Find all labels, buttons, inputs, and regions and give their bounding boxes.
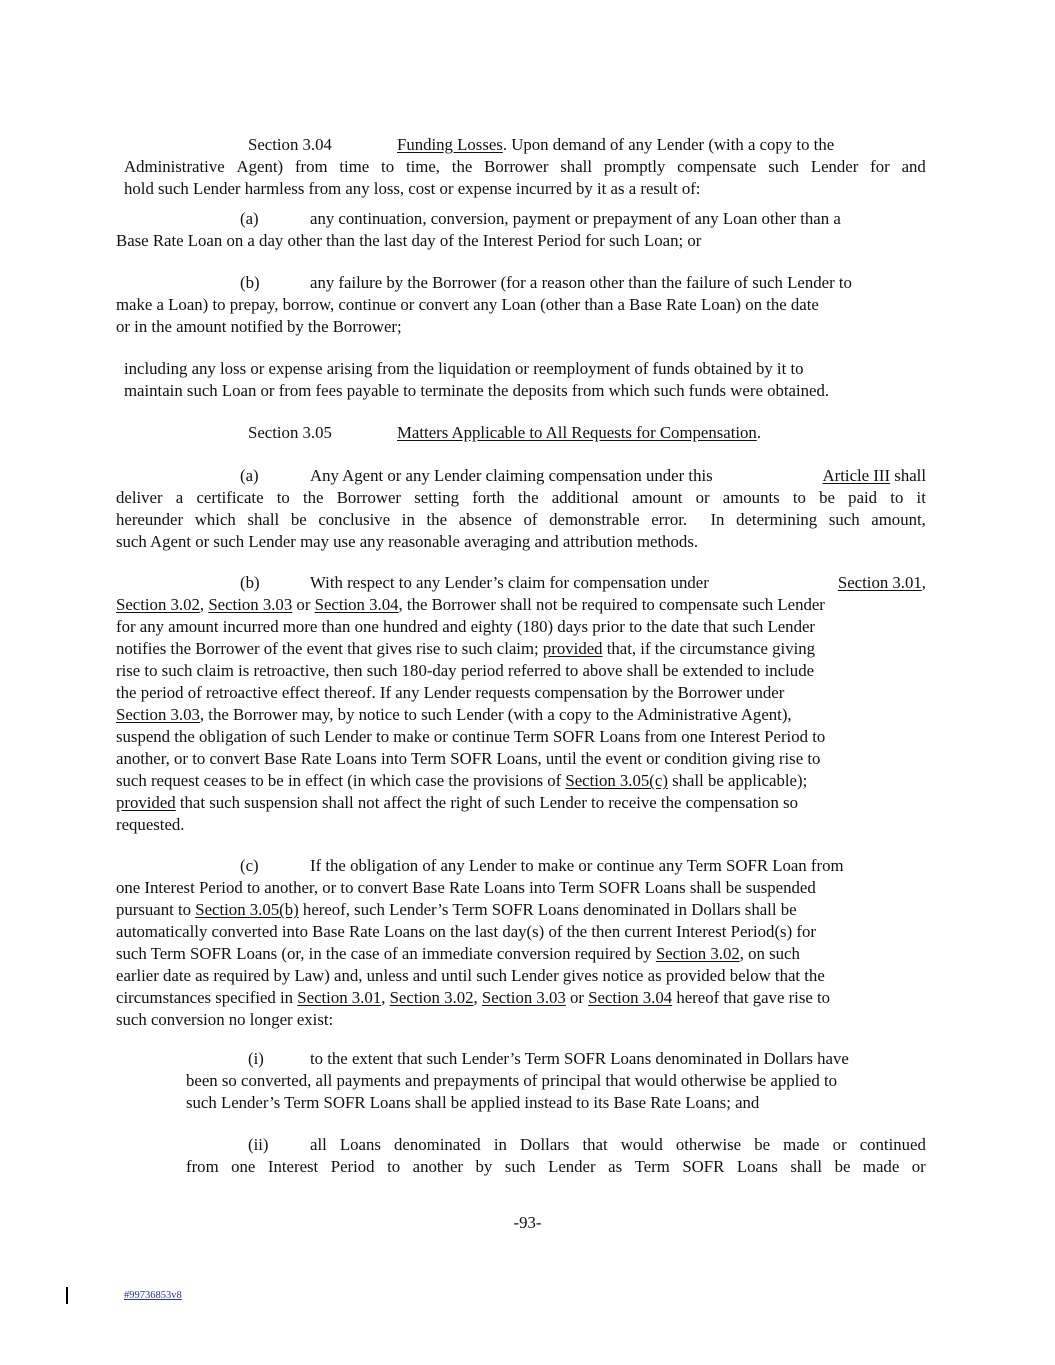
provided-term: provided	[542, 639, 603, 658]
text-line: the period of retroactive effect thereof. If any Lender requests compensation by the Borrower under	[116, 683, 785, 702]
text-line: been so converted, all payments and prepayments of principal that would otherwise be applied to	[186, 1071, 838, 1090]
text-fragment: such request ceases to be in effect (in which case the provisions of	[116, 771, 562, 790]
document-id-link[interactable]: #99736853v8	[124, 1290, 182, 1301]
text-line: or in the amount notified by the Borrower;	[116, 317, 402, 336]
text-line: maintain such Loan or from fees payable to terminate the deposits from which such funds were obtained.	[124, 381, 830, 400]
text-fragment: Any Agent or any Lender claiming compensation under this	[310, 466, 713, 485]
text-line: automatically converted into Base Rate Loans on the last day(s) of the then current Interest Period(s) for	[116, 922, 816, 941]
text-line: such Agent or such Lender may use any reasonable averaging and attribution methods.	[116, 532, 699, 551]
text-fragment: ,	[473, 988, 478, 1007]
text-line	[116, 704, 792, 726]
clause-label: (ii)	[248, 1135, 269, 1154]
text-fragment: hereof that gave rise to	[676, 988, 831, 1007]
text-line: including any loss or expense arising from the liquidation or reemployment of funds obtained by it to	[124, 359, 804, 378]
text-line	[116, 770, 807, 792]
text-line	[116, 943, 800, 965]
heading-group	[397, 134, 834, 156]
clause-label: (c)	[240, 856, 259, 875]
text-line: deliver a certificate to the Borrower setting forth the additional amount or amounts to be paid to it	[116, 488, 926, 507]
text-line: such Lender’s Term SOFR Loans shall be applied instead to its Base Rate Loans; and	[186, 1093, 760, 1112]
text-fragment: shall be applicable);	[672, 771, 808, 790]
section-ref-3-03[interactable]: Section 3.03	[481, 988, 566, 1007]
text-line: for any amount incurred more than one hundred and eighty (180) days prior to the date that such Lender	[116, 617, 815, 636]
text-line: any failure by the Borrower (for a reason other than the failure of such Lender to	[310, 273, 852, 292]
text-line: all Loans denominated in Dollars that would otherwise be made or continued	[310, 1135, 926, 1154]
heading-period: .	[756, 423, 762, 442]
section-ref-3-01[interactable]: Section 3.01	[837, 573, 922, 592]
text-fragment: , the Borrower may, by notice to such Lender (with a copy to the Administrative Agent),	[199, 705, 792, 724]
text-line: suspend the obligation of such Lender to make or continue Term SOFR Loans from one Interest Period to	[116, 727, 826, 746]
section-ref-3-04[interactable]: Section 3.04	[588, 988, 673, 1007]
text-line	[116, 792, 798, 814]
provided-term: provided	[116, 793, 176, 812]
section-heading-line	[397, 134, 926, 156]
text-line: Administrative Agent) from time to time, the Borrower shall promptly compensate such Lender for and	[124, 157, 926, 176]
section-ref-3-04[interactable]: Section 3.04	[314, 595, 399, 614]
text-line: hereunder which shall be conclusive in the absence of demonstrable error. In determining such amount,	[116, 510, 926, 529]
text-fragment: such Term SOFR Loans (or, in the case of an immediate conversion required by	[116, 944, 652, 963]
text-fragment: , on such	[739, 944, 800, 963]
clause-label: (a)	[240, 209, 259, 228]
clause-label: (i)	[248, 1049, 264, 1068]
section-title: Funding Losses	[397, 135, 503, 154]
text-line: from one Interest Period to another by such Lender as Term SOFR Loans shall be made or	[186, 1157, 926, 1176]
section-ref-3-05c[interactable]: Section 3.05(c)	[565, 771, 668, 790]
text-line: another, or to convert Base Rate Loans into Term SOFR Loans, until the event or condition giving rise to	[116, 749, 821, 768]
text-fragment: circumstances specified in	[116, 988, 294, 1007]
section-number: Section 3.04	[248, 135, 332, 154]
text-line	[116, 594, 926, 616]
section-ref-3-05b[interactable]: Section 3.05(b)	[195, 900, 299, 919]
clause-label: (b)	[240, 273, 260, 292]
section-ref-3-02[interactable]: Section 3.02	[389, 988, 474, 1007]
text-line: any continuation, conversion, payment or prepayment of any Loan other than a	[310, 209, 841, 228]
text-line: make a Loan) to prepay, borrow, continue or convert any Loan (other than a Base Rate Loan) on the date	[116, 295, 819, 314]
text-line	[116, 899, 797, 921]
section-number: Section 3.05	[248, 423, 332, 442]
text-line: to the extent that such Lender’s Term SOFR Loans denominated in Dollars have	[310, 1049, 849, 1068]
section-title: Matters Applicable to All Requests for Compensation	[397, 423, 757, 442]
text-fragment: or	[570, 988, 584, 1007]
clause-label: (b)	[240, 573, 260, 592]
text-fragment: shall	[894, 466, 926, 485]
text-line	[310, 465, 926, 487]
text-line: If the obligation of any Lender to make or continue any Term SOFR Loan from	[310, 856, 844, 875]
text-fragment: ,	[921, 573, 926, 592]
text-line: rise to such claim is retroactive, then such 180-day period referred to above shall be extended to include	[116, 661, 815, 680]
text-line: Base Rate Loan on a day other than the last day of the Interest Period for such Loan; or	[116, 231, 702, 250]
text-line	[310, 572, 926, 594]
text-line: requested.	[116, 815, 185, 834]
text-line: earlier date as required by Law) and, unless and until such Lender gives notice as provided below that the	[116, 966, 825, 985]
clause-label: (a)	[240, 466, 259, 485]
text-fragment: ,	[381, 988, 386, 1007]
article-ref[interactable]: Article III	[822, 466, 891, 485]
text-fragment: hereof, such Lender’s Term SOFR Loans denominated in Dollars shall be	[302, 900, 797, 919]
revision-bar	[66, 1287, 68, 1304]
text-fragment: notifies the Borrower of the event that gives rise to such claim;	[116, 639, 539, 658]
text-line: hold such Lender harmless from any loss, cost or expense incurred by it as a result of:	[124, 179, 701, 198]
text-fragment	[823, 465, 926, 487]
text-fragment: pursuant to	[116, 900, 192, 919]
text-fragment: that such suspension shall not affect the right of such Lender to receive the compensation so	[179, 793, 798, 812]
section-heading-line	[397, 422, 761, 444]
heading-text: . Upon demand of any Lender (with a copy to the	[502, 135, 835, 154]
text-line: one Interest Period to another, or to convert Base Rate Loans into Term SOFR Loans shall be suspended	[116, 878, 816, 897]
text-fragment: With respect to any Lender’s claim for compensation under	[310, 573, 709, 592]
page-number: -93-	[513, 1213, 542, 1232]
section-ref-3-03[interactable]: Section 3.03	[116, 705, 200, 724]
text-fragment: or	[296, 595, 311, 614]
section-ref-3-03[interactable]: Section 3.03	[208, 595, 293, 614]
section-ref-3-01[interactable]: Section 3.01	[297, 988, 382, 1007]
text-fragment: , the Borrower shall not be required to compensate such Lender	[398, 595, 825, 614]
text-line: such conversion no longer exist:	[116, 1010, 334, 1029]
text-line	[116, 987, 830, 1009]
text-fragment	[838, 572, 926, 594]
text-fragment: ,	[199, 595, 205, 614]
text-line	[116, 638, 815, 660]
section-ref-3-02[interactable]: Section 3.02	[116, 595, 200, 614]
section-ref-3-02[interactable]: Section 3.02	[655, 944, 740, 963]
text-fragment: that, if the circumstance giving	[606, 639, 816, 658]
